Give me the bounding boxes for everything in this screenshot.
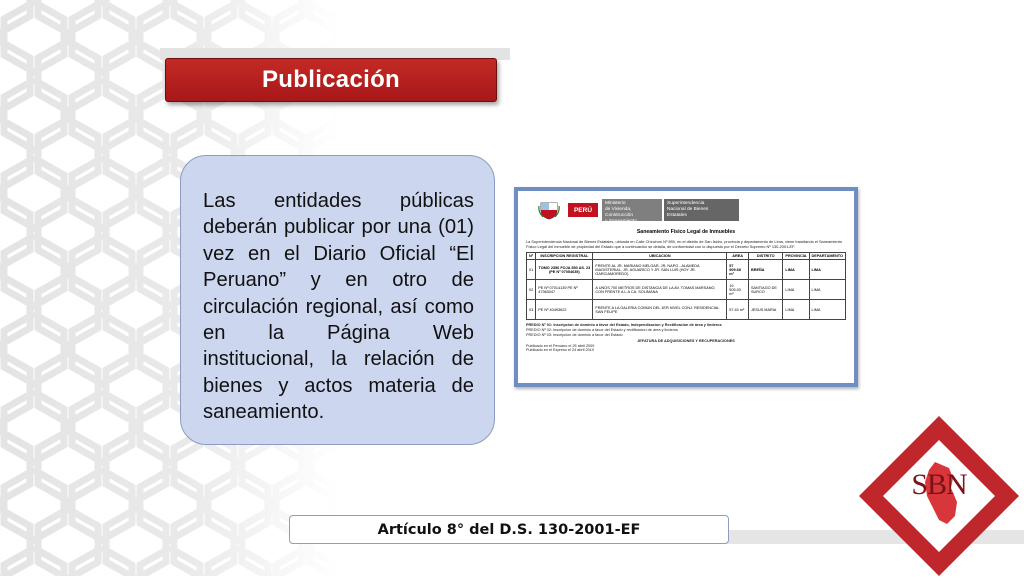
newspaper-notice-image <box>514 187 858 387</box>
note-line: PREDIO Nº 02: Inscripcion de dominio a favor del Estado y rectificacion de área y linderos <box>526 328 678 333</box>
column-header: AREA <box>727 253 749 260</box>
column-header: DEPARTAMENTO <box>809 253 845 260</box>
column-header: PROVINCIA <box>783 253 809 260</box>
table-cell: LIMA <box>809 280 845 300</box>
table-row <box>527 280 846 300</box>
sbn-logo <box>857 412 1021 576</box>
table-cell: LIMA <box>783 260 809 280</box>
table-cell: PE Nº 40493622 <box>536 300 593 320</box>
notice-notes <box>526 323 846 353</box>
slide-title: Publicación <box>165 58 497 102</box>
table-cell: 01 <box>527 260 536 280</box>
body-text: Las entidades públicas deberán publicar por una (01) vez en el Diario Oficial “El Peruano” y en otro de circulación regional, así como en la Página Web institucional, la relación de bienes y actos materia de saneamiento. <box>203 190 474 424</box>
peru-coat-of-arms-icon <box>538 200 560 220</box>
note-line: PREDIO Nº 01: Inscripcion de dominio a favor del Estado, Independizacion y Rectificacion de área y linderos <box>526 323 722 328</box>
table-cell: FRENTE AL JR. MARIANO MELGAR, JR. NAPO - ALAMEDA MAGISTERIAL, JR. AGUARICO Y JR. SAN LUIS (HOY JR. GARCIAMOREDO) <box>593 260 727 280</box>
legal-reference: Artículo 8° del D.S. 130-2001-EF <box>289 515 729 544</box>
notice-paragraph: La Superintendencia Nacional de Bienes Estatales, ubicada en Calle Chinchon Nº 890, en el distrito de San Isidro, provincia y departamento de Lima, viene tramitando el Saneamiento Físico Legal del inmueble de propiedad del Estado que a continuación se detalla, de conformidad con lo dispuesto por el Decreto Supremo Nº 130-2001-EF. <box>526 239 842 250</box>
agency-label: Superintendencia Nacional de Bienes Estatales <box>664 199 739 221</box>
table-cell: JESUS MARIA <box>748 300 782 320</box>
table-cell: A UNOS 700 METROS DE DISTANCIA DE LA AV. TOMAS MARSANO, CON FRENTE A L.A CA. SOLIMANA <box>593 280 727 300</box>
table-cell: LIMA <box>809 260 845 280</box>
column-header: Nº <box>527 253 536 260</box>
column-header: INSCRIPCION REGISTRAL <box>536 253 593 260</box>
table-cell: LIMA <box>809 300 845 320</box>
table-cell: LIMA <box>783 280 809 300</box>
note-line: PREDIO Nº 03: Inscripcion de dominio a favor del Estado <box>526 333 623 337</box>
property-table <box>526 252 846 320</box>
table-cell: FRENTE A LA GALERIA COMUN DEL 1ER NIVEL CONJ. RESIDENCIAL SAN FELIPE <box>593 300 727 320</box>
table-cell: 57 909.68 m² <box>727 260 749 280</box>
table-cell: PE Nº 07014139 PE Nº 47363047 <box>536 280 593 300</box>
table-row <box>527 260 846 280</box>
table-header-row <box>527 253 846 260</box>
notice-title: Saneamiento Físico Legal de Inmuebles <box>636 229 736 235</box>
body-text-box <box>180 155 495 445</box>
table-row <box>527 300 846 320</box>
column-header: DISTRITO <box>748 253 782 260</box>
table-cell: 19 505.00 m² <box>727 280 749 300</box>
notice-signature: JEFATURA DE ADQUISICIONES Y RECUPERACIONES <box>637 338 735 343</box>
peru-label: PERÚ <box>568 203 598 217</box>
table-cell: 03 <box>527 300 536 320</box>
table-cell: LIMA <box>783 300 809 320</box>
ministry-label: Ministerio de Vivienda, Construcción y Saneamiento <box>602 199 662 221</box>
column-header: UBICACION <box>593 253 727 260</box>
logo-text: SBN <box>911 468 967 501</box>
notice-header <box>526 197 846 223</box>
table-cell: SANTIAGO DE SURCO <box>748 280 782 300</box>
published-line: Publicado en el Peruano el 25 abril 2009 <box>526 343 595 348</box>
table-cell: 02 <box>527 280 536 300</box>
table-cell: BREÑA <box>748 260 782 280</box>
published-line: Publicado en el Expreso el 24 abril 2010 <box>526 348 594 353</box>
table-cell: 57.40 m² <box>727 300 749 320</box>
table-cell: TOMO 2356 FOJA 550 AS. 23 (PE Nº 07054635) <box>536 260 593 280</box>
